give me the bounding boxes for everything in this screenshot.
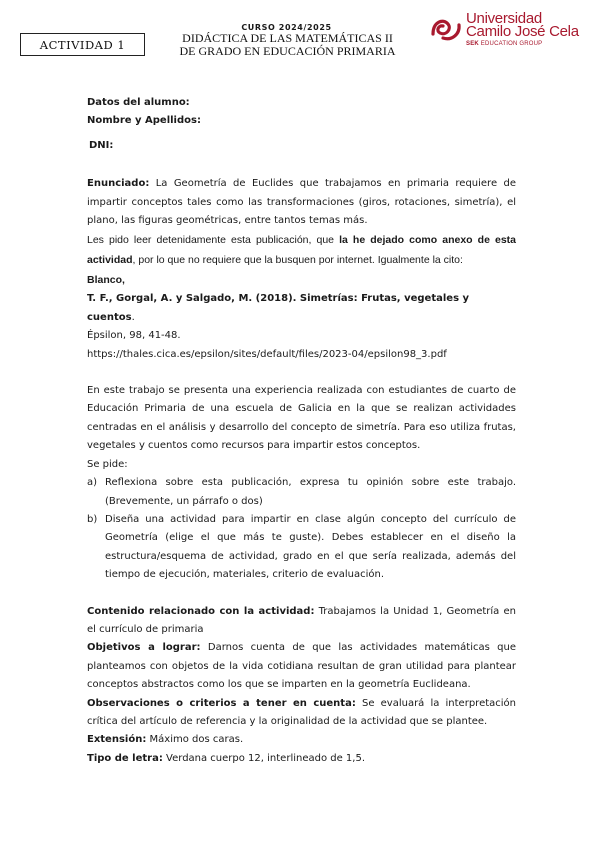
objectives-paragraph: Objetivos a lograr: Darnos cuenta de que las actividades matemáticas que planteamos con objetos de la vida cotidiana resultan de gran utilidad para plantear conceptos abstractos como los que se imparten en la geometría Euclideana.	[87, 642, 516, 691]
content-paragraph: Contenido relacionado con la actividad: Trabajamos la Unidad 1, Geometría en el currículo de primaria	[87, 605, 516, 635]
course-header	[160, 23, 415, 58]
length-paragraph: Extensión: Máximo dos caras.	[87, 734, 244, 746]
subject-title: DIDÁCTICA DE LAS MATEMÁTICAS II	[182, 31, 393, 45]
tasks-list	[87, 474, 516, 584]
font-paragraph: Tipo de letra: Verdana cuerpo 12, interlineado de 1,5.	[87, 752, 366, 764]
university-logo	[430, 10, 580, 52]
task-item-a: a) Reflexiona sobre esta publicación, expresa tu opinión sobre este trabajo. (Brevemente, un párrafo o dos)	[87, 477, 516, 507]
task-item-b: b) Diseña una actividad para impartir en clase algún concepto del currículo de Geometría (elige el que más te guste). Debes establecer en el diseño la estructura/esquema de actividad, grado en el que sería realizada, además del tiempo de ejecución, materiales, criterio de evaluación.	[87, 513, 516, 581]
university-emblem-icon	[430, 14, 462, 44]
logo-line-1: Universidad	[466, 10, 542, 27]
course-year: CURSO 2024/2025	[241, 23, 332, 32]
criteria-paragraph: Observaciones o criterios a tener en cuenta: Se evaluará la interpretación crítica del artículo de referencia y la originalidad de la actividad que se plantee.	[87, 697, 516, 727]
logo-group-bold: SEK	[466, 41, 479, 47]
document-body	[87, 94, 516, 768]
student-dni-label: DNI:	[89, 139, 114, 151]
statement-paragraph	[87, 175, 516, 230]
citation-url[interactable]	[87, 346, 516, 364]
citation-reference: T. F., Gorgal, A. y Salgado, M. (2018). Simetrías: Frutas, vegetales y cuentos	[87, 293, 470, 323]
citation-url-link[interactable]: https://thales.cica.es/epsilon/sites/default/files/2023-04/epsilon98_3.pdf	[87, 348, 447, 360]
statement-label: Enunciado:	[87, 178, 150, 190]
student-name-label: Nombre y Apellidos:	[87, 115, 201, 127]
request-paragraph: Les pido leer detenidamente esta publicación, que la he dejado como anexo de esta actividad, por lo que no requiere que la busquen por internet. Igualmente la cito:	[87, 234, 516, 267]
summary-paragraph: En este trabajo se presenta una experiencia realizada con estudiantes de cuarto de Educación Primaria de una escuela de Galicia en la que se realizan actividades centradas en el análisis y desarrollo del concepto de simetría. Para eso utiliza frutas, vegetales y cuentos como recursos para impartir estos conceptos.	[87, 385, 516, 452]
activity-label-box: ACTIVIDAD 1	[20, 33, 145, 56]
tasks-intro: Se pide:	[87, 458, 128, 470]
degree-title: DE GRADO EN EDUCACIÓN PRIMARIA	[179, 44, 396, 58]
statement-text: La Geometría de Euclides que trabajamos en primaria requiere de impartir conceptos tales como las transformaciones (giros, rotaciones, simetría), el plano, las figuras geométricas, entre tantos temas más.	[87, 178, 516, 227]
student-data-title: Datos del alumno:	[87, 97, 190, 108]
citation-line: T. F., Gorgal, A. y Salgado, M. (2018). Simetrías: Frutas, vegetales y cuentos.	[87, 293, 470, 323]
logo-group	[466, 41, 542, 47]
logo-line-2: Camilo José Cela	[466, 23, 579, 40]
citation-journal: Épsilon, 98, 41-48.	[87, 330, 181, 342]
citation-authors-start: Blanco,	[87, 274, 125, 287]
request-emphasis: la he dejado como anexo de esta actividad	[87, 234, 516, 267]
logo-group-rest: EDUCATION GROUP	[478, 41, 543, 47]
